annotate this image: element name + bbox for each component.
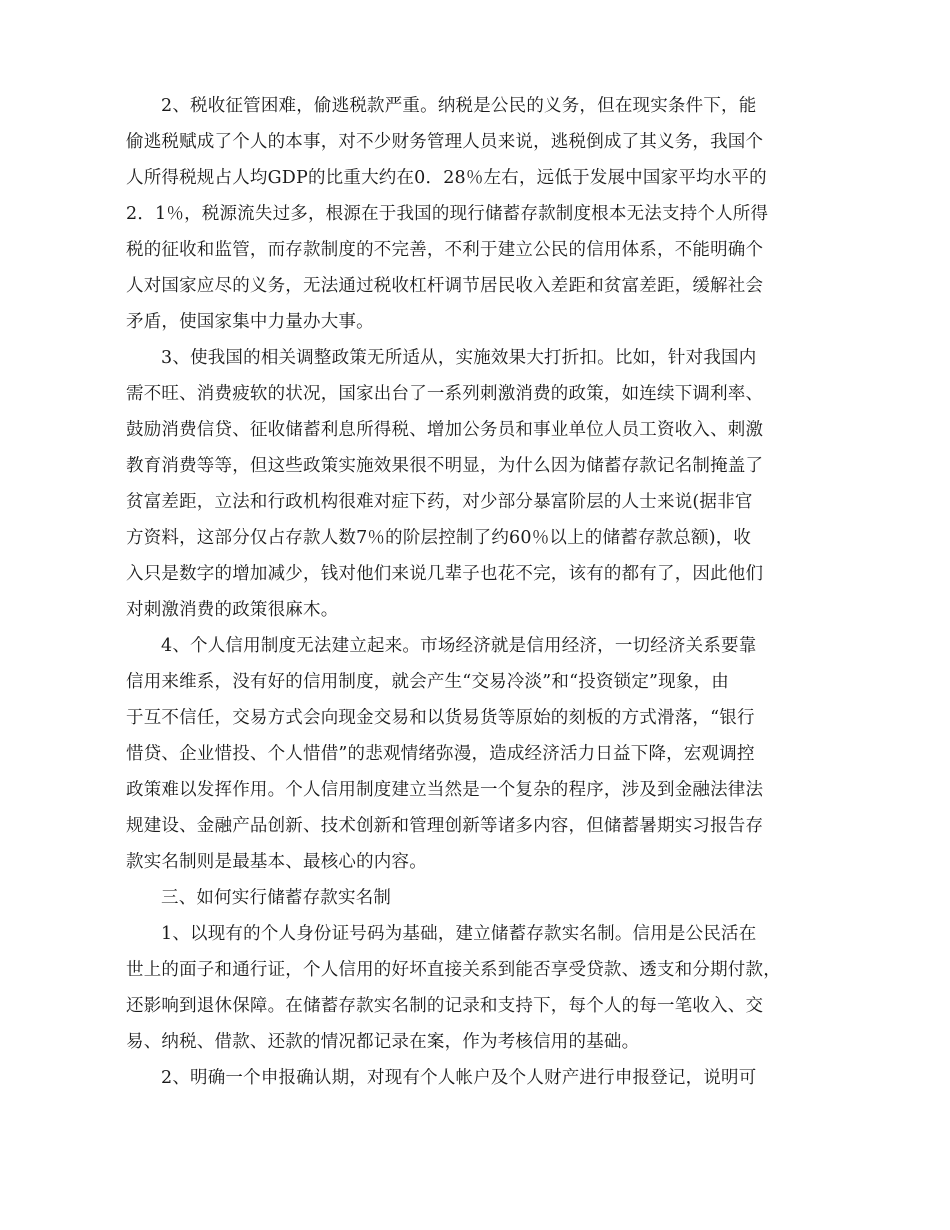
paragraph-2-line-3: 人所得税规占人均GDP的比重大约在0．28％左右，远低于发展中国家平均水平的 bbox=[126, 168, 767, 188]
item-1-line-4: 易、纳税、借款、还款的情况都记录在案，作为考核信用的基础。 bbox=[126, 1032, 640, 1052]
paragraph-4-line-4: 惜贷、企业惜投、个人惜借”的悲观情绪弥漫，造成经济活力日益下降，宏观调控 bbox=[126, 744, 755, 764]
item-1-line-1: 1、以现有的个人身份证号码为基础，建立储蓄存款实名制。信用是公民活在 bbox=[161, 924, 757, 944]
paragraph-3-line-8: 对刺激消费的政策很麻木。 bbox=[126, 600, 339, 620]
paragraph-3-line-1: 3、使我国的相关调整政策无所适从，实施效果大打折扣。比如，针对我国内 bbox=[161, 348, 757, 368]
section-heading: 三、如何实行储蓄存款实名制 bbox=[161, 888, 392, 908]
item-1-line-2: 世上的面子和通行证，个人信用的好坏直接关系到能否享受贷款、透支和分期付款， bbox=[126, 960, 781, 980]
paragraph-4-line-5: 政策难以发挥作用。个人信用制度建立当然是一个复杂的程序，涉及到金融法律法 bbox=[126, 780, 764, 800]
paragraph-4-line-2: 信用来维系，没有好的信用制度，就会产生“交易冷淡”和“投资锁定”现象，由 bbox=[126, 672, 729, 692]
paragraph-2-line-1: 2、税收征管困难，偷逃税款严重。纳税是公民的义务，但在现实条件下，能 bbox=[161, 96, 757, 116]
paragraph-3-line-6: 方资料，这部分仅占存款人数7％的阶层控制了约60％以上的储蓄存款总额)，收 bbox=[126, 528, 752, 548]
paragraph-4-line-7: 款实名制则是最基本、最核心的内容。 bbox=[126, 852, 427, 872]
paragraph-2-line-4: 2．1％，税源流失过多，根源在于我国的现行储蓄存款制度根本无法支持个人所得 bbox=[126, 204, 769, 224]
paragraph-4-line-1: 4、个人信用制度无法建立起来。市场经济就是信用经济，一切经济关系要靠 bbox=[161, 636, 757, 656]
paragraph-3-line-7: 入只是数字的增加减少，钱对他们来说几辈子也花不完，该有的都有了，因此他们 bbox=[126, 564, 764, 584]
document-body bbox=[126, 88, 826, 1096]
paragraph-2-line-5: 税的征收和监管，而存款制度的不完善，不利于建立公民的信用体系，不能明确个 bbox=[126, 240, 764, 260]
paragraph-2-line-7: 矛盾，使国家集中力量办大事。 bbox=[126, 312, 374, 332]
paragraph-3-line-2: 需不旺、消费疲软的状况，国家出台了一系列刺激消费的政策，如连续下调利率、 bbox=[126, 384, 764, 404]
paragraph-2-line-6: 人对国家应尽的义务，无法通过税收杠杆调节居民收入差距和贫富差距，缓解社会 bbox=[126, 276, 764, 296]
paragraph-4-line-6: 规建设、金融产品创新、技术创新和管理创新等诸多内容，但储蓄暑期实习报告存 bbox=[126, 816, 764, 836]
paragraph-3-line-5: 贫富差距，立法和行政机构很难对症下药，对少部分暴富阶层的人士来说(据非官 bbox=[126, 492, 753, 512]
paragraph-3-line-4: 教育消费等等，但这些政策实施效果很不明显，为什么因为储蓄存款记名制掩盖了 bbox=[126, 456, 764, 476]
paragraph-3-line-3: 鼓励消费信贷、征收储蓄利息所得税、增加公务员和事业单位人员工资收入、刺激 bbox=[126, 420, 764, 440]
item-1-line-3: 还影响到退休保障。在储蓄存款实名制的记录和支持下，每个人的每一笔收入、交 bbox=[126, 996, 764, 1016]
paragraph-4-line-3: 于互不信任，交易方式会向现金交易和以货易货等原始的刻板的方式滑落，“银行 bbox=[126, 708, 755, 728]
item-2-line-1: 2、明确一个申报确认期，对现有个人帐户及个人财产进行申报登记，说明可 bbox=[161, 1068, 757, 1088]
paragraph-2-line-2: 偷逃税赋成了个人的本事，对不少财务管理人员来说，逃税倒成了其义务，我国个 bbox=[126, 132, 764, 152]
